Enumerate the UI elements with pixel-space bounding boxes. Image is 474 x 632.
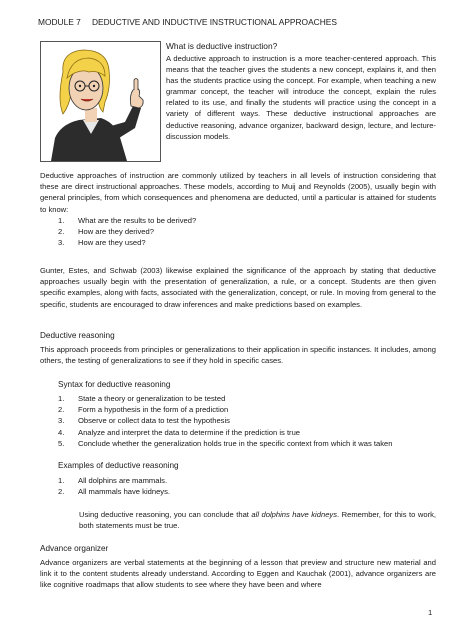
list-item: 3. Observe or collect data to test the hypothesis <box>58 416 230 426</box>
heading-advance-organizer: Advance organizer <box>40 544 109 553</box>
list-item: 2. All mammals have kidneys. <box>58 487 171 497</box>
section-title-what-is-deductive: What is deductive instruction? <box>166 41 278 51</box>
list-item: 1. What are the results to be derived? <box>58 216 197 225</box>
syntax-list <box>58 393 392 449</box>
paragraph-deductive-approaches: Deductive approaches of instruction are commonly utilized by teachers in all levels of instruction considering that these are direct instructional approaches. These models, according to Muij and Reynolds (2005), usually begin with general principles, from which consequences and phenomena are deducted, until a particular is attained for students to know: <box>40 171 436 214</box>
list-item: 1. State a theory or generalization to be tested <box>58 394 226 403</box>
examples-list <box>58 475 170 497</box>
list-item: 2. How are they derived? <box>58 227 154 237</box>
question-list <box>58 215 196 249</box>
paragraph-gunter: Gunter, Estes, and Schwab (2003) likewise explained the significance of the approach by stating that deductive approaches usually begin with the presentation of generalization, a rule, or a concept. Students are then given specific examples, along with facts, associated with the generalization, concept, or rule. In moving from general to the specific, students are encouraged to draw inferences and make predictions based on examples. <box>40 266 436 309</box>
heading-deductive-reasoning: Deductive reasoning <box>40 331 115 340</box>
teacher-illustration-icon <box>41 42 160 161</box>
list-item: 4. Analyze and interpret the data to determine if the prediction is true <box>58 427 301 437</box>
intro-paragraph: A deductive approach to instruction is a more teacher-centered approach. This means that the teacher gives the students a new concept, explains it, and then has the students practice using the concept. For example, when teaching a new grammar concept, the teacher will introduce the concept, explain the rules related to its use, and finally the students will practice using the concept in a variety of different ways. These deductive instructional approaches are deductive reasoning, advance organizer, backward design, lecture, and lecture-discussion models. <box>166 54 436 141</box>
page-number: 1 <box>428 608 433 617</box>
teacher-pointing-illustration <box>40 41 161 162</box>
paragraph-advance-organizer: Advance organizers are verbal statements at the beginning of a lesson that preview and structure new material and link it to the content students already understand. According to Eggen and Kauchak (2001), advance organizers are like cognitive roadmaps that allow students to see where they have been and where <box>40 558 436 590</box>
emphasis-text: all dolphins have kidneys <box>251 510 338 519</box>
module-number: MODULE 7 <box>38 17 81 27</box>
module-header <box>38 17 337 27</box>
list-item: 2. Form a hypothesis in the form of a prediction <box>58 405 229 415</box>
paragraph-deductive-reasoning: This approach proceeds from principles or generalizations to their application in specific instances. It includes, among others, the testing of generalizations to see if they hold in specific cases. <box>40 345 436 366</box>
heading-syntax: Syntax for deductive reasoning <box>58 380 171 389</box>
paragraph-conclusion: Using deductive reasoning, you can conclude that all dolphins have kidneys. Remember, for this to work, both statements must be true. <box>79 510 437 531</box>
module-title: DEDUCTIVE AND INDUCTIVE INSTRUCTIONAL APPROACHES <box>92 17 337 27</box>
list-item: 3. How are they used? <box>58 238 146 248</box>
list-item: 1. All dolphins are mammals. <box>58 476 168 485</box>
heading-examples: Examples of deductive reasoning <box>58 461 179 470</box>
list-item: 5. Conclude whether the generalization holds true in the specific context from which it was taken <box>58 438 393 448</box>
